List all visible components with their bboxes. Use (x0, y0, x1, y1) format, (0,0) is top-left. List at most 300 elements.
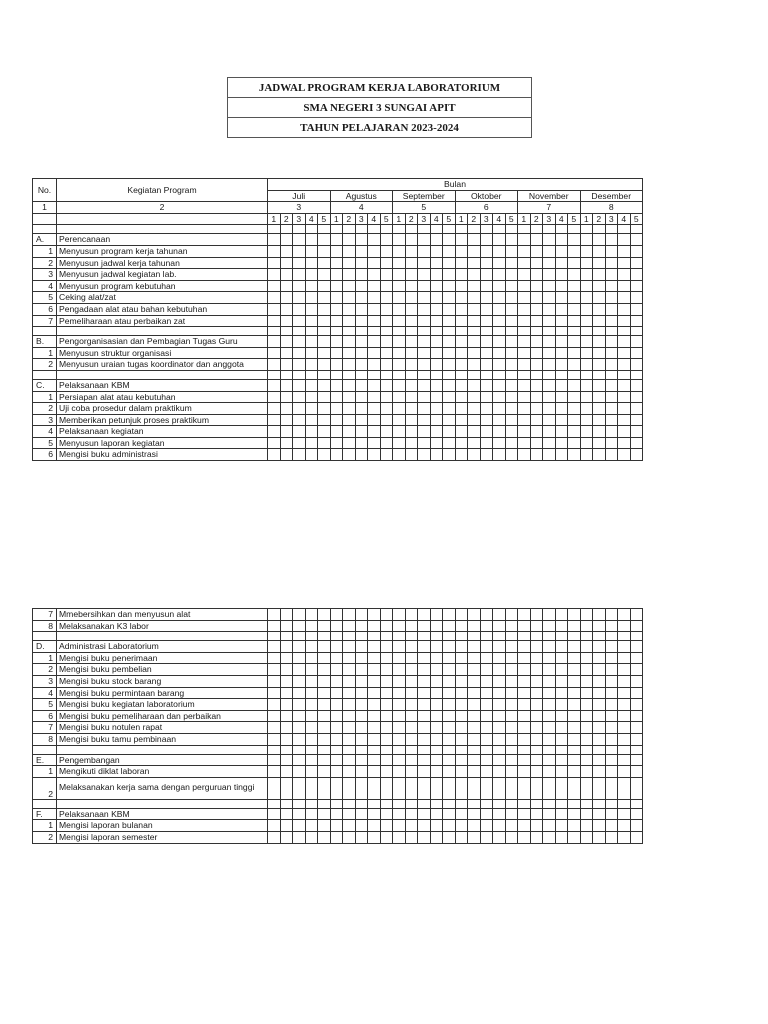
schedule-cell (493, 687, 506, 699)
schedule-cell (355, 620, 368, 632)
schedule-cell (480, 234, 493, 246)
schedule-cell (568, 257, 581, 269)
section-title: Pelaksanaan KBM (57, 808, 268, 820)
schedule-cell (543, 799, 556, 808)
schedule-cell (293, 699, 306, 711)
schedule-cell (480, 391, 493, 403)
schedule-cell (568, 303, 581, 315)
schedule-cell (393, 449, 406, 461)
schedule-cell (480, 437, 493, 449)
schedule-cell (630, 699, 643, 711)
row-number: 3 (33, 675, 57, 687)
schedule-cell (530, 327, 543, 336)
schedule-cell (343, 280, 356, 292)
schedule-cell (305, 280, 318, 292)
schedule-cell (330, 754, 343, 766)
section-title: Perencanaan (57, 234, 268, 246)
activity-row (33, 257, 643, 269)
schedule-cell (318, 225, 331, 234)
schedule-cell (593, 754, 606, 766)
schedule-cell (493, 403, 506, 415)
schedule-cell (318, 336, 331, 348)
schedule-cell (343, 437, 356, 449)
header-spacer (33, 213, 57, 225)
schedule-cell (443, 820, 456, 832)
schedule-cell (568, 336, 581, 348)
schedule-cell (368, 370, 381, 379)
week-number: 4 (618, 213, 631, 225)
schedule-cell (630, 391, 643, 403)
schedule-cell (305, 831, 318, 843)
schedule-cell (405, 641, 418, 653)
schedule-cell (505, 327, 518, 336)
schedule-cell (268, 327, 281, 336)
schedule-cell (630, 710, 643, 722)
schedule-cell (380, 733, 393, 745)
schedule-cell (268, 754, 281, 766)
schedule-cell (443, 733, 456, 745)
schedule-cell (443, 234, 456, 246)
schedule-cell (368, 808, 381, 820)
schedule-cell (455, 632, 468, 641)
schedule-cell (368, 733, 381, 745)
schedule-cell (280, 620, 293, 632)
schedule-cell (593, 609, 606, 621)
schedule-cell (493, 327, 506, 336)
schedule-cell (518, 359, 531, 371)
schedule-cell (630, 675, 643, 687)
schedule-cell (380, 449, 393, 461)
schedule-cell (505, 687, 518, 699)
schedule-cell (568, 820, 581, 832)
schedule-cell (330, 777, 343, 799)
schedule-cell (355, 303, 368, 315)
schedule-cell (505, 257, 518, 269)
schedule-cell (293, 225, 306, 234)
schedule-cell (305, 370, 318, 379)
month-number: 8 (580, 202, 643, 214)
schedule-cell (493, 449, 506, 461)
schedule-cell (393, 280, 406, 292)
schedule-cell (630, 745, 643, 754)
schedule-cell (430, 234, 443, 246)
schedule-cell (380, 359, 393, 371)
schedule-cell (330, 699, 343, 711)
schedule-cell (330, 257, 343, 269)
schedule-cell (368, 664, 381, 676)
schedule-cell (468, 426, 481, 438)
schedule-cell (580, 722, 593, 734)
schedule-cell (330, 426, 343, 438)
schedule-cell (405, 766, 418, 778)
schedule-cell (393, 609, 406, 621)
schedule-cell (505, 347, 518, 359)
schedule-cell (468, 257, 481, 269)
schedule-cell (355, 675, 368, 687)
schedule-cell (555, 664, 568, 676)
schedule-cell (368, 722, 381, 734)
schedule-cell (555, 225, 568, 234)
schedule-cell (355, 426, 368, 438)
schedule-cell (368, 620, 381, 632)
schedule-cell (343, 426, 356, 438)
schedule-cell (505, 699, 518, 711)
schedule-cell (580, 609, 593, 621)
schedule-cell (405, 347, 418, 359)
schedule-cell (443, 225, 456, 234)
schedule-cell (593, 799, 606, 808)
schedule-cell (430, 303, 443, 315)
schedule-cell (318, 710, 331, 722)
schedule-cell (305, 269, 318, 281)
week-number: 1 (393, 213, 406, 225)
schedule-cell (555, 303, 568, 315)
row-number: 7 (33, 722, 57, 734)
schedule-cell (505, 225, 518, 234)
schedule-cell (618, 269, 631, 281)
row-number: 3 (33, 414, 57, 426)
schedule-cell (568, 379, 581, 391)
schedule-cell (430, 336, 443, 348)
schedule-cell (543, 632, 556, 641)
section-title: Pengembangan (57, 754, 268, 766)
schedule-cell (518, 437, 531, 449)
schedule-cell (605, 327, 618, 336)
schedule-cell (630, 632, 643, 641)
schedule-cell (580, 327, 593, 336)
schedule-cell (505, 414, 518, 426)
schedule-cell (605, 303, 618, 315)
schedule-cell (393, 370, 406, 379)
week-number: 1 (518, 213, 531, 225)
section-row (33, 641, 643, 653)
schedule-cell (580, 799, 593, 808)
schedule-cell (380, 831, 393, 843)
schedule-cell (405, 370, 418, 379)
schedule-cell (380, 327, 393, 336)
schedule-cell (518, 808, 531, 820)
schedule-cell (543, 225, 556, 234)
schedule-cell (480, 609, 493, 621)
schedule-cell (368, 327, 381, 336)
schedule-cell (580, 777, 593, 799)
schedule-cell (393, 336, 406, 348)
schedule-cell (580, 710, 593, 722)
schedule-cell (493, 379, 506, 391)
schedule-cell (455, 437, 468, 449)
schedule-cell (605, 799, 618, 808)
schedule-cell (305, 225, 318, 234)
schedule-cell (568, 234, 581, 246)
schedule-cell (493, 675, 506, 687)
schedule-cell (518, 652, 531, 664)
schedule-cell (630, 269, 643, 281)
row-number: D. (33, 641, 57, 653)
month-number: 4 (330, 202, 393, 214)
schedule-cell (355, 327, 368, 336)
schedule-cell (468, 403, 481, 415)
schedule-cell (555, 359, 568, 371)
schedule-cell (368, 641, 381, 653)
schedule-cell (505, 280, 518, 292)
schedule-cell (443, 687, 456, 699)
row-number: 5 (33, 437, 57, 449)
schedule-cell (280, 733, 293, 745)
schedule-cell (368, 710, 381, 722)
schedule-cell (280, 303, 293, 315)
schedule-cell (368, 269, 381, 281)
schedule-cell (505, 303, 518, 315)
schedule-cell (468, 820, 481, 832)
schedule-cell (330, 808, 343, 820)
schedule-cell (343, 687, 356, 699)
schedule-cell (268, 245, 281, 257)
schedule-cell (518, 234, 531, 246)
schedule-cell (630, 449, 643, 461)
schedule-cell (480, 641, 493, 653)
schedule-cell (480, 414, 493, 426)
schedule-cell (393, 754, 406, 766)
schedule-cell (343, 754, 356, 766)
schedule-cell (393, 245, 406, 257)
schedule-cell (418, 327, 431, 336)
schedule-cell (318, 820, 331, 832)
row-number: 6 (33, 449, 57, 461)
week-number: 3 (480, 213, 493, 225)
schedule-cell (380, 777, 393, 799)
month-number: 5 (393, 202, 456, 214)
schedule-cell (543, 745, 556, 754)
schedule-cell (280, 808, 293, 820)
schedule-cell (568, 722, 581, 734)
schedule-cell (593, 347, 606, 359)
schedule-cell (268, 414, 281, 426)
schedule-cell (618, 754, 631, 766)
week-number: 3 (355, 213, 368, 225)
schedule-cell (593, 675, 606, 687)
row-number: 7 (33, 315, 57, 327)
schedule-cell (268, 336, 281, 348)
schedule-cell (418, 234, 431, 246)
schedule-cell (343, 303, 356, 315)
schedule-cell (605, 808, 618, 820)
schedule-cell (518, 449, 531, 461)
schedule-cell (443, 414, 456, 426)
week-number: 3 (543, 213, 556, 225)
schedule-cell (455, 664, 468, 676)
schedule-cell (268, 225, 281, 234)
schedule-cell (330, 766, 343, 778)
schedule-cell (393, 292, 406, 304)
schedule-cell (293, 292, 306, 304)
schedule-cell (418, 347, 431, 359)
schedule-cell (293, 303, 306, 315)
month-number: 3 (268, 202, 331, 214)
schedule-cell (268, 722, 281, 734)
schedule-cell (343, 831, 356, 843)
schedule-cell (518, 391, 531, 403)
schedule-cell (455, 733, 468, 745)
schedule-cell (505, 820, 518, 832)
schedule-cell (580, 303, 593, 315)
schedule-cell (355, 347, 368, 359)
schedule-cell (368, 675, 381, 687)
activity-row (33, 722, 643, 734)
schedule-cell (593, 710, 606, 722)
month-number: 7 (518, 202, 581, 214)
schedule-cell (443, 799, 456, 808)
schedule-cell (305, 722, 318, 734)
blank-row (33, 327, 643, 336)
schedule-cell (630, 777, 643, 799)
schedule-cell (493, 426, 506, 438)
schedule-cell (530, 437, 543, 449)
schedule-cell (468, 754, 481, 766)
schedule-cell (280, 234, 293, 246)
schedule-cell (505, 641, 518, 653)
schedule-cell (343, 245, 356, 257)
activity-name: Mengisi buku stock barang (57, 675, 268, 687)
week-number: 5 (380, 213, 393, 225)
schedule-cell (480, 449, 493, 461)
schedule-cell (380, 722, 393, 734)
schedule-cell (318, 722, 331, 734)
schedule-cell (580, 269, 593, 281)
schedule-cell (518, 754, 531, 766)
schedule-cell (343, 370, 356, 379)
schedule-cell (405, 699, 418, 711)
schedule-cell (330, 303, 343, 315)
schedule-cell (430, 675, 443, 687)
schedule-cell (343, 391, 356, 403)
schedule-cell (468, 710, 481, 722)
schedule-cell (280, 327, 293, 336)
schedule-cell (443, 437, 456, 449)
schedule-cell (493, 766, 506, 778)
schedule-cell (393, 664, 406, 676)
schedule-cell (330, 280, 343, 292)
schedule-cell (543, 722, 556, 734)
schedule-cell (618, 437, 631, 449)
activity-name: Uji coba prosedur dalam praktikum (57, 403, 268, 415)
schedule-cell (530, 449, 543, 461)
schedule-cell (368, 245, 381, 257)
schedule-cell (568, 391, 581, 403)
schedule-cell (480, 336, 493, 348)
schedule-cell (305, 347, 318, 359)
schedule-cell (618, 710, 631, 722)
schedule-cell (580, 370, 593, 379)
schedule-cell (593, 403, 606, 415)
schedule-cell (305, 257, 318, 269)
schedule-cell (418, 820, 431, 832)
schedule-cell (330, 437, 343, 449)
column-number-2: 2 (57, 202, 268, 214)
schedule-cell (518, 766, 531, 778)
schedule-cell (480, 831, 493, 843)
activity-row (33, 710, 643, 722)
schedule-cell (268, 799, 281, 808)
schedule-cell (305, 632, 318, 641)
schedule-cell (543, 699, 556, 711)
schedule-cell (380, 292, 393, 304)
schedule-cell (493, 225, 506, 234)
schedule-cell (568, 733, 581, 745)
schedule-cell (493, 234, 506, 246)
schedule-cell (430, 632, 443, 641)
schedule-cell (393, 437, 406, 449)
schedule-cell (380, 808, 393, 820)
schedule-cell (430, 609, 443, 621)
schedule-cell (493, 437, 506, 449)
schedule-cell (605, 710, 618, 722)
schedule-cell (430, 437, 443, 449)
schedule-cell (480, 269, 493, 281)
schedule-cell (418, 766, 431, 778)
schedule-cell (580, 831, 593, 843)
schedule-cell (455, 347, 468, 359)
schedule-cell (393, 391, 406, 403)
schedule-cell (493, 370, 506, 379)
row-number: E. (33, 754, 57, 766)
week-number: 4 (368, 213, 381, 225)
schedule-cell (618, 403, 631, 415)
schedule-cell (555, 426, 568, 438)
schedule-cell (455, 754, 468, 766)
schedule-cell (493, 777, 506, 799)
schedule-cell (368, 347, 381, 359)
schedule-cell (368, 315, 381, 327)
schedule-cell (518, 225, 531, 234)
schedule-cell (580, 315, 593, 327)
schedule-cell (568, 437, 581, 449)
schedule-cell (418, 799, 431, 808)
schedule-cell (618, 225, 631, 234)
schedule-cell (443, 280, 456, 292)
schedule-cell (368, 831, 381, 843)
schedule-cell (280, 225, 293, 234)
schedule-cell (293, 234, 306, 246)
schedule-cell (555, 632, 568, 641)
schedule-cell (630, 687, 643, 699)
schedule-cell (430, 379, 443, 391)
schedule-cell (530, 426, 543, 438)
schedule-cell (605, 437, 618, 449)
schedule-cell (593, 652, 606, 664)
schedule-cell (543, 370, 556, 379)
schedule-cell (380, 687, 393, 699)
schedule-cell (293, 808, 306, 820)
schedule-cell (380, 745, 393, 754)
schedule-cell (405, 808, 418, 820)
schedule-cell (443, 336, 456, 348)
activity-name: Menyusun jadwal kerja tahunan (57, 257, 268, 269)
week-number: 2 (593, 213, 606, 225)
schedule-cell (330, 799, 343, 808)
schedule-cell (280, 315, 293, 327)
schedule-cell (568, 609, 581, 621)
schedule-cell (580, 652, 593, 664)
schedule-cell (330, 609, 343, 621)
schedule-cell (293, 280, 306, 292)
schedule-cell (418, 292, 431, 304)
schedule-cell (393, 808, 406, 820)
schedule-cell (268, 745, 281, 754)
schedule-cell (368, 777, 381, 799)
schedule-cell (330, 292, 343, 304)
schedule-cell (530, 359, 543, 371)
schedule-cell (355, 699, 368, 711)
